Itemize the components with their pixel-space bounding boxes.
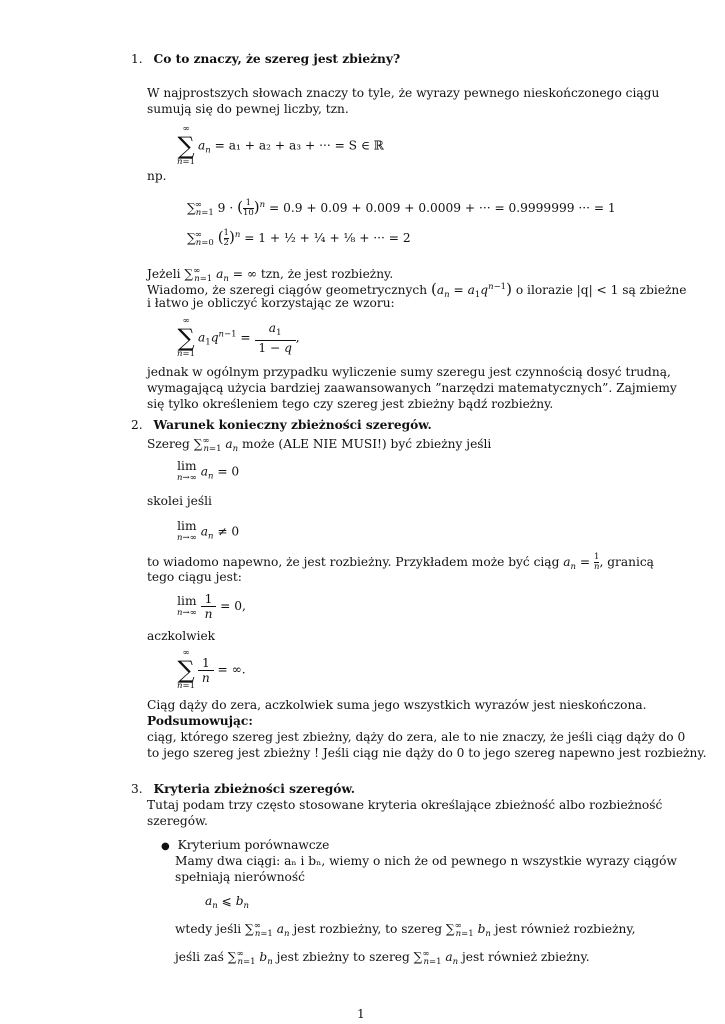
equation-limit-zero: lim n→∞ $a_n = 0$ (177, 459, 240, 483)
s2-para5: Ciąg dąży do zera, aczkolwiek suma jego wszystkich wyrazów jest nieskończona. (147, 698, 647, 712)
equation-example-2: $\sum^\infty_{n=0}$ ( $\frac{1}{2}$ )$^n$ = 1 + ½ + ¼ + ⅛ + ··· = 2 (187, 228, 411, 248)
s3-bullet-line4: jeśli zaś $\sum^\infty_{n=1}$ $b_n$ jest zbieżny to szereg $\sum^\infty_{n=1}$ $a_n$ jest również zbieżny. (175, 949, 590, 967)
section-2-heading: 2. Warunek konieczny zbieżności szeregów. (131, 418, 432, 432)
s2-summary-line2: to jego szereg jest zbieżny ! Jeśli ciąg nie dąży do 0 to jego szereg napewno jest rozbieżny. (147, 746, 707, 760)
section-1-heading: 1. Co to znaczy, że szereg jest zbieżny? (131, 52, 401, 66)
s2-para4: aczkolwiek (147, 629, 216, 643)
equation-harmonic-series: ∞ ∑ n=1 $\frac{1}{n}$ = ∞. (177, 648, 246, 691)
s1-para1-line2: sumują się do pewnej liczby, tzn. (147, 102, 349, 116)
equation-series-definition: ∞ ∑ n=1 $a_n = a_1 + a_2 + a_3$ + ··· = S ∈ ℝ (177, 124, 384, 167)
s2-para1: Szereg $\sum^\infty_{n=1}$ $a_n$ może (ALE NIE MUSI!) być zbieżny jeśli (147, 436, 492, 454)
s3-para1-line2: szeregów. (147, 814, 208, 828)
bullet-comparison-criterion: ● Kryterium porównawcze (161, 838, 330, 852)
s1-para2: Jeżeli $\sum^\infty_{n=1}$ $a_n$ = ∞ tzn, że jest rozbieżny. (147, 266, 394, 284)
equation-inequality: $a_n$ ⩽ $b_n$ (205, 894, 250, 911)
s1-para1-line1: W najprostszych słowach znaczy to tyle, że wyrazy pewnego nieskończonego ciągu (147, 86, 660, 100)
s2-summary-title: Podsumowując: (147, 714, 253, 728)
s3-para1-line1: Tutaj podam trzy często stosowane kryteria określające zbieżność albo rozbieżność (147, 798, 663, 812)
bullet-icon: ● (161, 841, 170, 852)
s3-bullet-line2: spełniają nierówność (175, 870, 305, 884)
s1-para5-line1: jednak w ogólnym przypadku wyliczenie sumy szeregu jest czynnością dosyć trudną, (147, 365, 671, 379)
s1-np-label: np. (147, 169, 167, 183)
s3-bullet-line1: Mamy dwa ciągi: aₙ i bₙ, wiemy o nich że od pewnego n wszystkie wyrazy ciągów (175, 854, 677, 868)
s1-para3: Wiadomo, że szeregi ciągów geometrycznych $(a_n = a_1q^{n-1})$ o ilorazie |q| < 1 są zbieżne (147, 280, 687, 300)
s3-bullet-line3: wtedy jeśli $\sum^\infty_{n=1}$ $a_n$ jest rozbieżny, to szereg $\sum^\infty_{n=1}$ $b_n$ jest również rozbieżny, (175, 921, 636, 939)
equation-limit-nonzero: lim n→∞ $a_n \ne 0$ (177, 519, 240, 543)
s2-summary-line1: ciąg, którego szereg jest zbieżny, dąży do zera, ale to nie znaczy, że jeśli ciąg dąży do 0 (147, 730, 686, 744)
s2-para2: skolei jeśli (147, 494, 212, 508)
page-number: 1 (357, 1007, 365, 1021)
equation-limit-one-over-n: lim n→∞ $\frac{1}{n}$ = 0, (177, 592, 246, 621)
s2-para3-line1: to wiadomo napewno, że jest rozbieżny. Przykładem może być ciąg $a_n$ = $\frac{1}{n}$ , granicą (147, 552, 654, 572)
s1-para4: i łatwo je obliczyć korzystając ze wzoru: (147, 296, 395, 310)
equation-example-1: $\sum^\infty_{n=1}$ 9 · ( $\frac{1}{10}$ )$^n$ = 0.9 + 0.09 + 0.009 + 0.0009 + ··· = 0.9999999 ··· = 1 (187, 198, 616, 218)
equation-geometric-sum: ∞ ∑ n=1 $a_1q^{n-1}$ = $\frac{a_1}{1 - q}$ , (177, 316, 300, 359)
s1-para5-line3: się tylko określeniem tego czy szereg jest zbieżny bądź rozbieżny. (147, 397, 554, 411)
s2-para3-line2: tego ciągu jest: (147, 570, 242, 584)
s1-para5-line2: wymagającą użycia bardziej zaawansowanych ”narzędzi matematycznych”. Zajmiemy (147, 381, 677, 395)
section-3-heading: 3. Kryteria zbieżności szeregów. (131, 782, 355, 796)
